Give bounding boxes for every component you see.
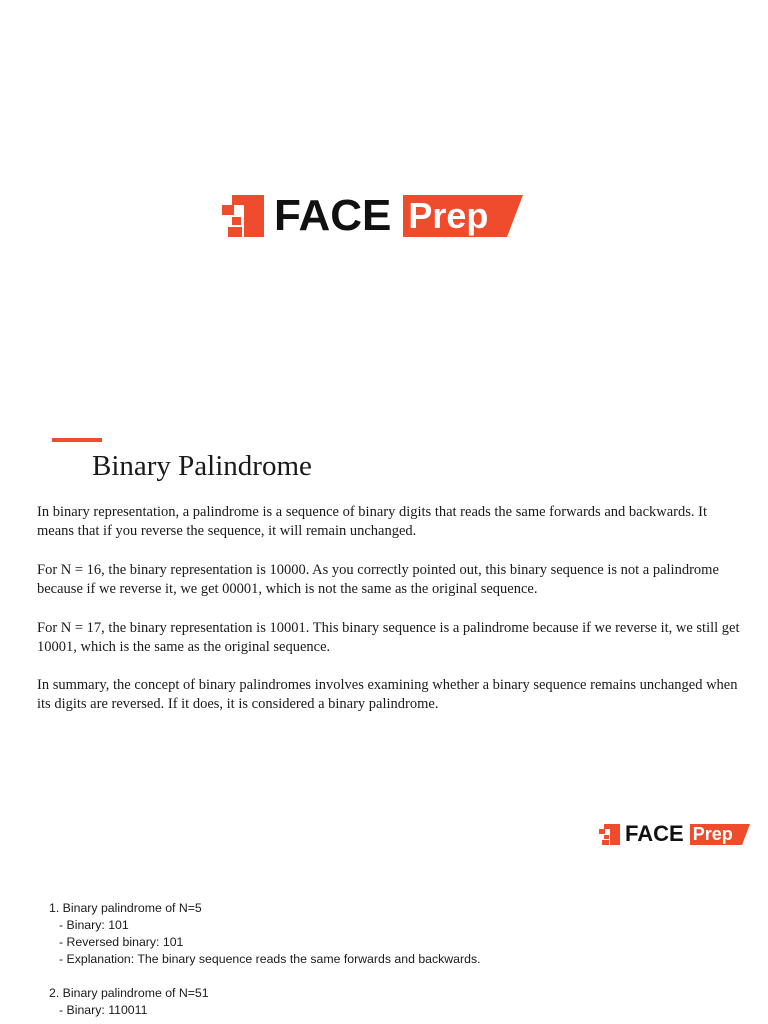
examples-list: [49, 900, 481, 1019]
logo-face-text-small: FACE: [625, 821, 684, 846]
title-accent-bar: [52, 438, 102, 442]
logo-face-text: FACE: [274, 191, 392, 240]
paragraph-summary: In summary, the concept of binary palindromes involves examining whether a binary sequence remains unchanged when its digits are reversed. If it does, it is considered a binary palindrome.: [37, 677, 738, 712]
logo-prep-badge-small: [690, 824, 750, 845]
header-logo: [222, 192, 523, 240]
paragraph-example-17: For N = 17, the binary representation is 10001. This binary sequence is a palindrome because if we reverse it, we still get 10001, which is the same as the original sequence.: [37, 620, 740, 655]
example-1-explanation: - Explanation: The binary sequence reads the same forwards and backwards.: [59, 952, 481, 966]
logo-prep-badge: [403, 195, 523, 237]
logo-prep-text: Prep: [408, 195, 489, 236]
logo-prep-text-small: Prep: [692, 823, 733, 844]
page-title: Binary Palindrome: [92, 450, 312, 482]
list-spacer: [49, 968, 481, 985]
example-1-reversed: - Reversed binary: 101: [59, 935, 184, 949]
example-2-binary: - Binary: 110011: [59, 1003, 148, 1017]
example-1-heading: 1. Binary palindrome of N=5: [49, 901, 202, 915]
example-1-binary: - Binary: 101: [59, 918, 129, 932]
stairs-icon-small: [599, 824, 620, 845]
paragraph-example-16: For N = 16, the binary representation is 10000. As you correctly pointed out, this binary sequence is not a palindrome because if we reverse it, we get 00001, which is not the same as the original sequence.: [37, 562, 719, 597]
stairs-icon: [222, 195, 264, 237]
footer-logo: [599, 822, 750, 846]
paragraph-definition: In binary representation, a palindrome is a sequence of binary digits that reads the same forwards and backwards. It means that if you reverse the sequence, it will remain unchanged.: [37, 504, 707, 539]
example-2-heading: 2. Binary palindrome of N=51: [49, 986, 209, 1000]
